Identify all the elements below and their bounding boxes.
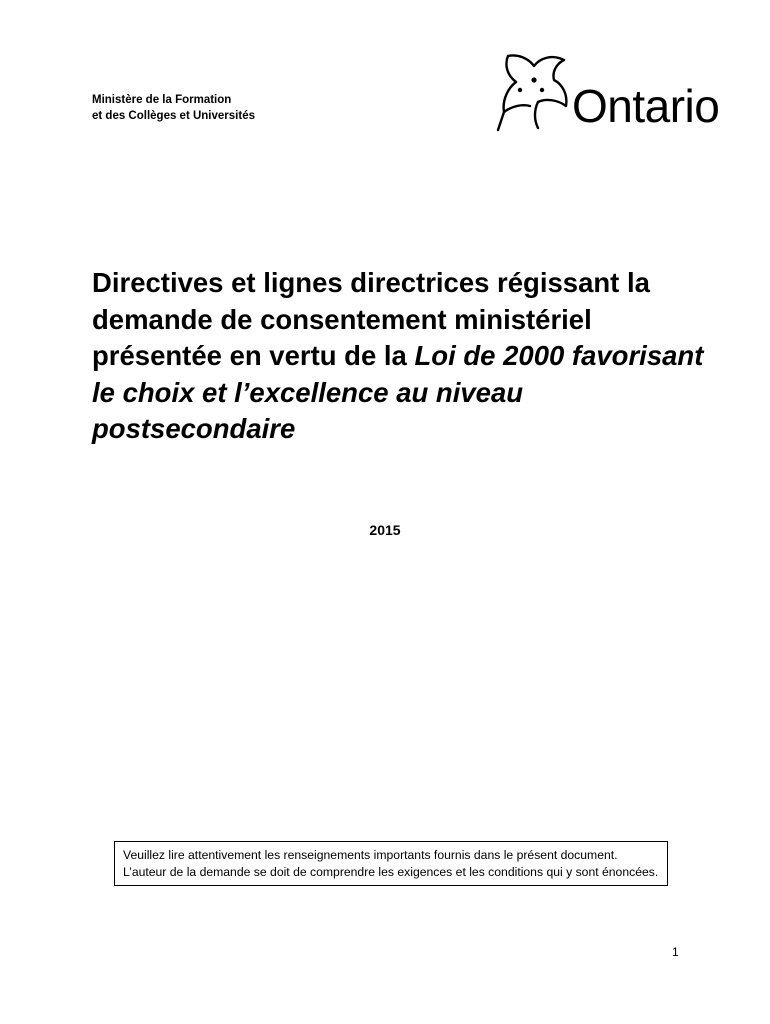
ministry-line-1: Ministère de la Formation [92,94,232,106]
page-number: 1 [672,945,679,959]
title-text: Directives et lignes directrices régissant la demande de consentement ministériel présentée en vertu de la [92,267,650,371]
logo-wordmark: Ontario [572,80,720,132]
title-law-name: Loi de 2000 favorisant le choix et l’excellence au niveau postsecondaire [92,340,704,444]
ministry-line-2: et des Collèges et Universités [92,110,255,122]
document-year: 2015 [369,522,401,538]
ontario-logo [494,50,734,134]
notice-box: Veuillez lire attentivement les renseignements importants fournis dans le présent document. L’auteur de la demande se doit de comprendre les exigences et les conditions qui y sont énoncées. [114,841,668,886]
ministry-name [92,92,255,124]
document-title [92,265,722,448]
trillium-icon [494,50,574,132]
